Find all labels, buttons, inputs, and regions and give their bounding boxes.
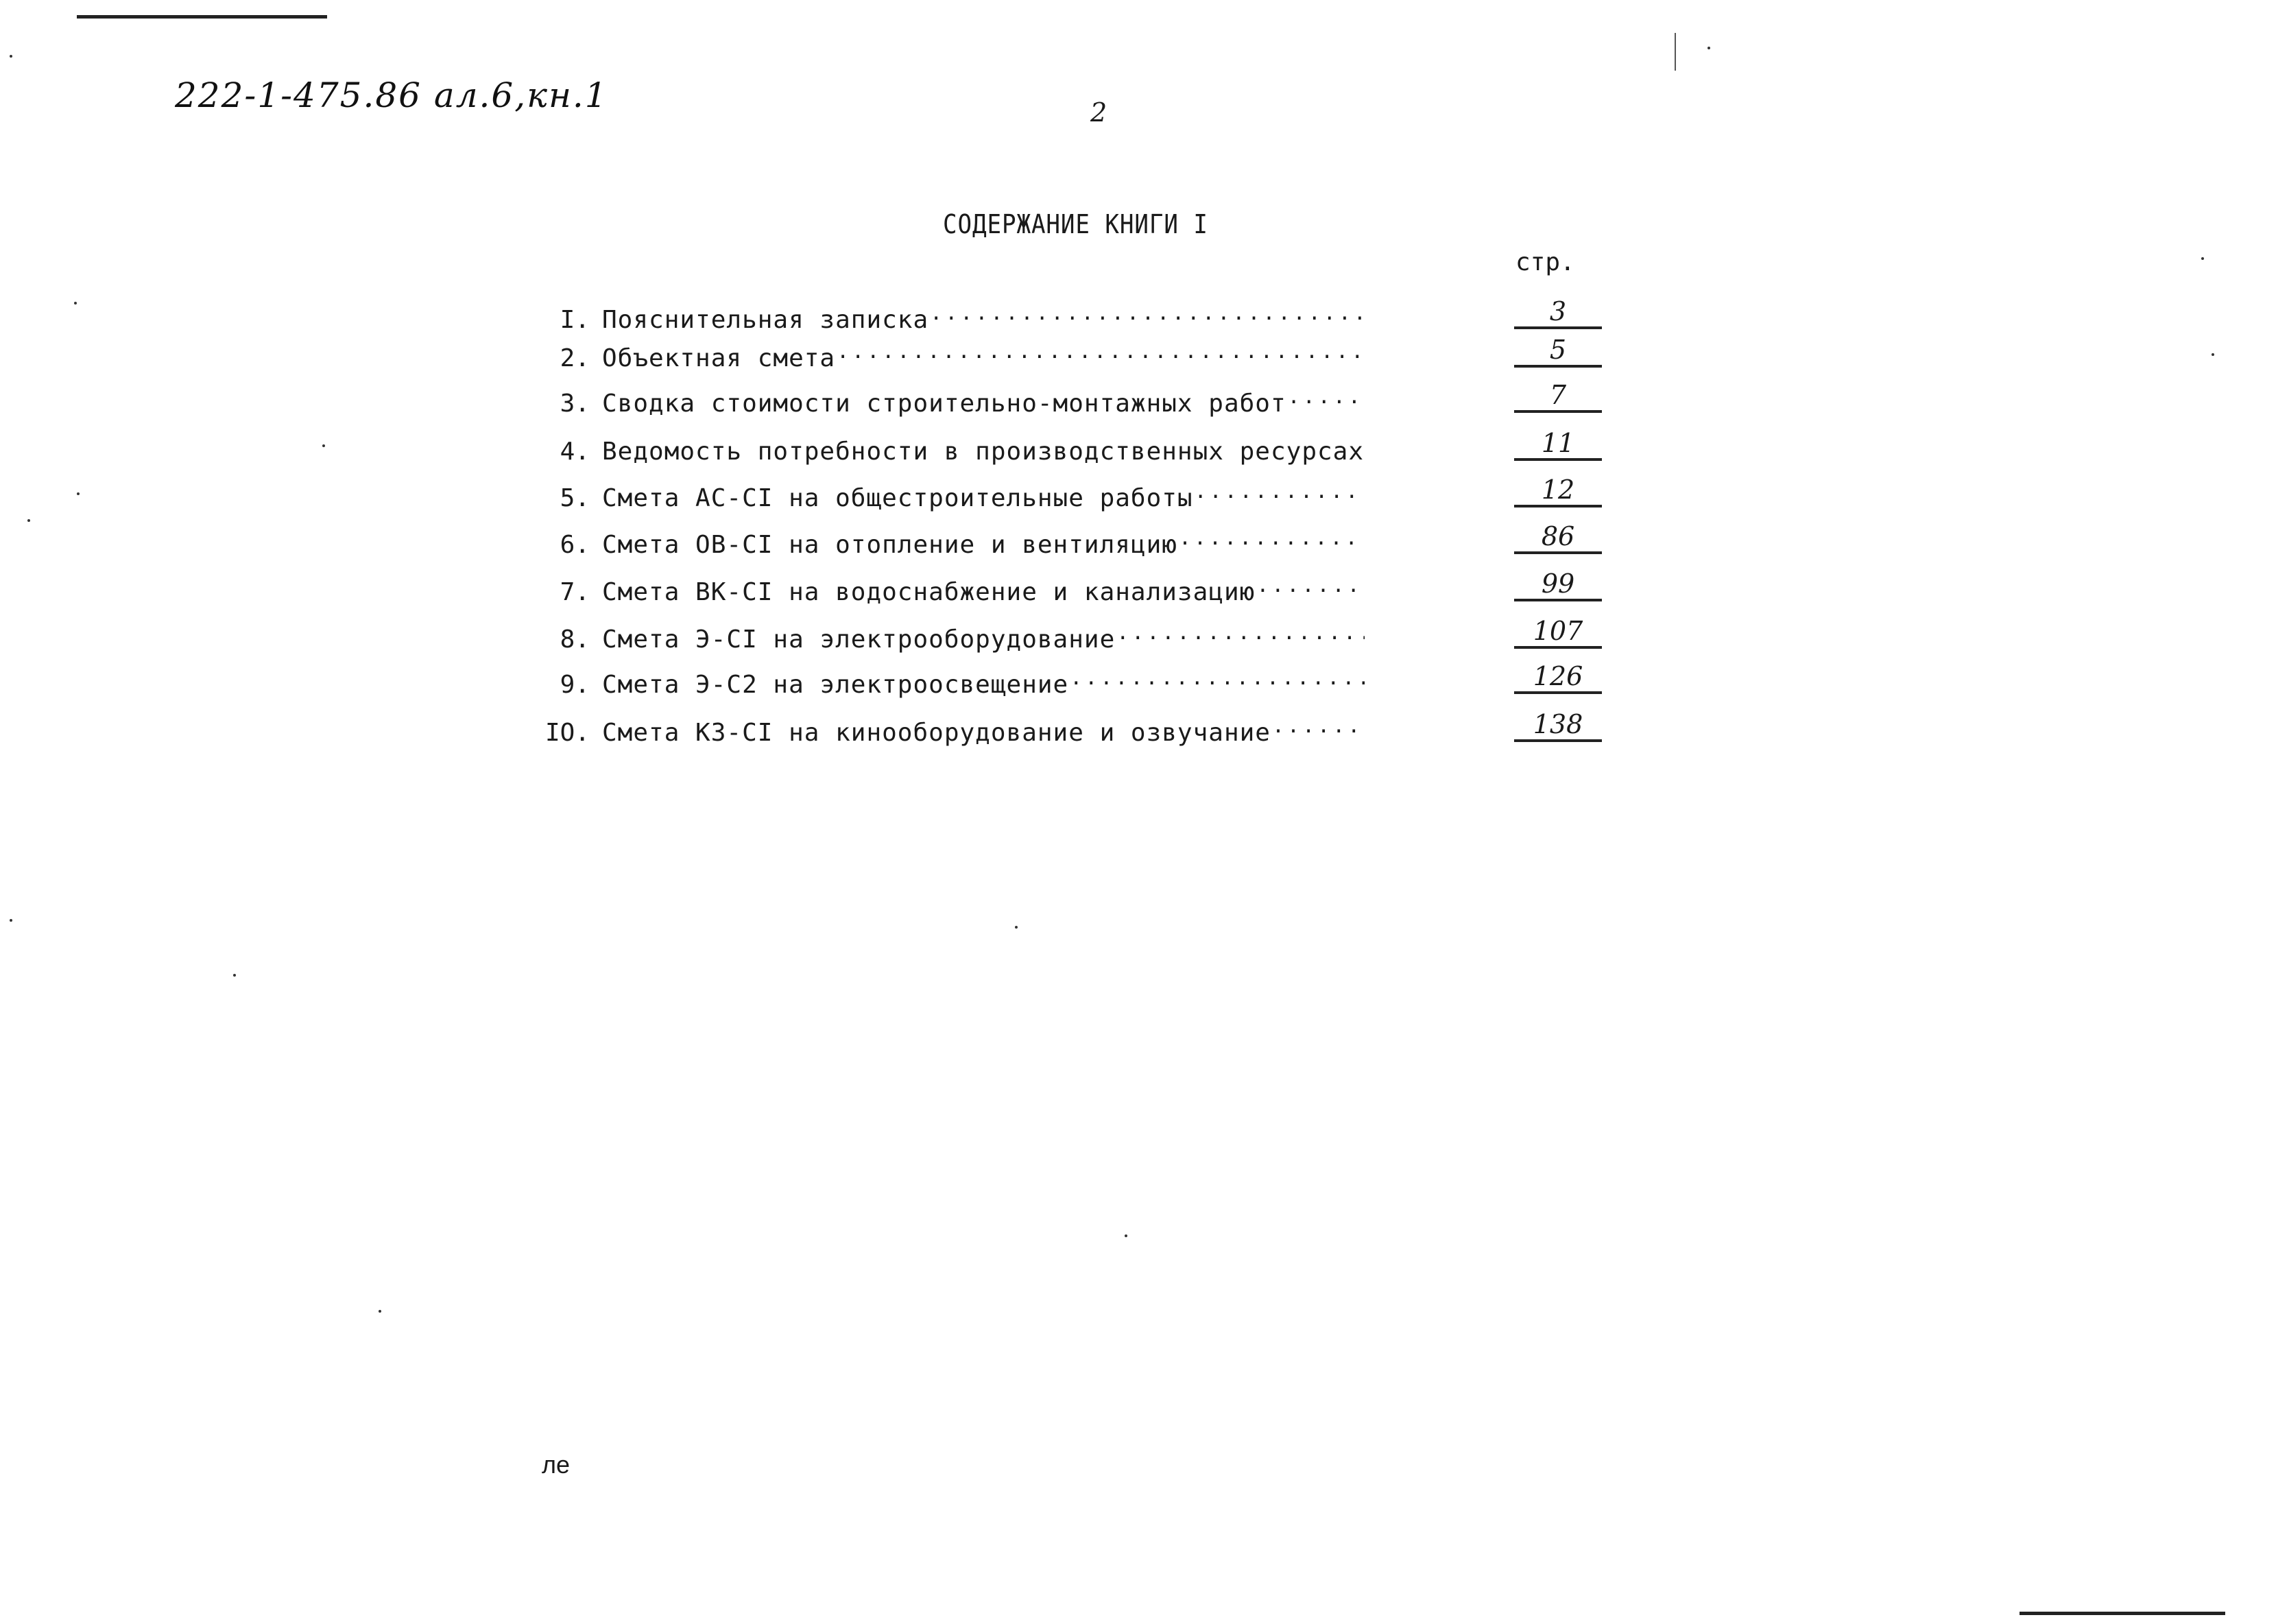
toc-entry-number: 3. — [560, 390, 590, 418]
scan-speck — [322, 444, 325, 447]
dot-leader — [1195, 479, 1365, 506]
page-number: 2 — [1090, 97, 1107, 128]
top-margin-rule — [77, 15, 327, 19]
scan-speck — [1015, 926, 1018, 929]
dot-leader — [1116, 620, 1365, 647]
toc-entry-number: 6. — [560, 531, 590, 559]
dot-leader — [930, 300, 1365, 328]
dot-leader — [837, 339, 1365, 366]
toc-entry-page: 11 — [1514, 428, 1602, 461]
scan-speck — [74, 302, 77, 304]
bottom-margin-rule — [2020, 1612, 2225, 1615]
toc-entry-title: Пояснительная записка — [602, 306, 929, 334]
toc-entry-number: 5. — [560, 484, 590, 512]
scan-speck — [2201, 257, 2204, 260]
scan-speck — [2212, 353, 2214, 356]
dot-leader — [1070, 665, 1365, 693]
toc-entry — [528, 616, 1583, 654]
toc-entry-title: Смета Э-СI на электрооборудование — [602, 625, 1116, 654]
toc-entry-title: Объектная смета — [602, 344, 836, 372]
scan-speck — [379, 1310, 381, 1313]
scan-speck — [1707, 47, 1710, 49]
toc-entry — [528, 475, 1575, 512]
scan-speck — [10, 55, 12, 58]
toc-entry — [528, 569, 1575, 606]
dot-leader — [1288, 384, 1365, 411]
toc-entry-page: 138 — [1514, 709, 1602, 742]
toc-entry-page: 107 — [1514, 616, 1602, 649]
toc-entry-page: 3 — [1514, 296, 1602, 329]
toc-entry-page: 99 — [1514, 569, 1602, 601]
toc-entry-page: 12 — [1514, 475, 1602, 508]
toc-entry — [528, 709, 1583, 747]
toc-entry-page: 86 — [1514, 521, 1602, 554]
toc-entry-title: Ведомость потребности в производственных ресурсах — [602, 438, 1365, 466]
scan-speck — [77, 492, 80, 495]
scan-speck — [10, 919, 12, 922]
toc-entry-number: 8. — [560, 625, 590, 654]
toc-entry — [528, 296, 1567, 334]
toc-entry-title: Смета АС-СI на общестроительные работы — [602, 484, 1193, 512]
toc-entry-title: Смета ВК-СI на водоснабжение и канализацию — [602, 578, 1256, 606]
toc-entry-page: 126 — [1514, 661, 1602, 694]
scan-speck — [1125, 1234, 1127, 1237]
toc-entry-title: Смета КЗ-СI на кинооборудование и озвучание — [602, 719, 1271, 747]
toc-entry-number: 9. — [560, 671, 590, 699]
document-code: 222-1-475.86 ал.6,кн.1 — [175, 75, 608, 115]
toc-entry — [528, 335, 1567, 372]
toc-entry — [528, 661, 1583, 699]
toc-entry — [528, 428, 1575, 466]
scan-speck — [233, 974, 236, 977]
toc-entry — [528, 521, 1575, 559]
footer-note: ле — [542, 1450, 571, 1479]
toc-entry-number: 4. — [560, 438, 590, 466]
dot-leader — [1256, 573, 1365, 600]
toc-entry-number: I. — [560, 306, 590, 334]
toc-entry-title: Сводка стоимости строительно-монтажных работ — [602, 390, 1286, 418]
toc-entry-page: 5 — [1514, 335, 1602, 368]
toc-entry — [528, 380, 1567, 418]
dot-leader — [1272, 713, 1365, 741]
contents-title: СОДЕРЖАНИЕ КНИГИ I — [943, 209, 1208, 239]
scan-edge-mark — [1675, 33, 1676, 71]
toc-entry-number: IO. — [544, 719, 590, 747]
toc-entry-number: 7. — [560, 578, 590, 606]
scan-speck — [27, 519, 30, 522]
toc-entry-page: 7 — [1514, 380, 1602, 413]
toc-entry-number: 2. — [560, 344, 590, 372]
page-column-label: стр. — [1515, 248, 1575, 276]
toc-entry-title: Смета ОВ-СI на отопление и вентиляцию — [602, 531, 1177, 559]
dot-leader — [1179, 525, 1365, 553]
toc-entry-title: Смета Э-С2 на электроосвещение — [602, 671, 1069, 699]
